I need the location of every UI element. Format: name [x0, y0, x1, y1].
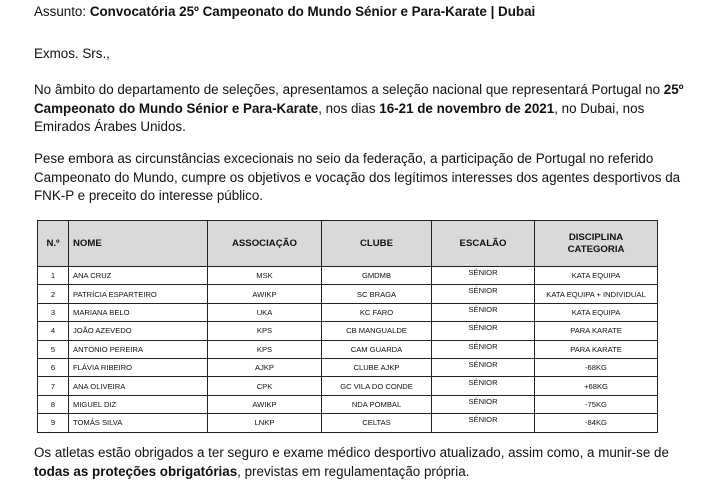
subject-value: Convocatória 25º Campeonato do Mundo Sénior e Para-Karate | Dubai	[89, 4, 536, 19]
cell-club: GMDMB	[322, 267, 432, 285]
cell-name: JOÃO AZEVEDO	[69, 322, 208, 340]
cell-discipline: PARA KARATE	[535, 322, 658, 340]
cell-level: SÉNIOR	[432, 322, 535, 340]
header-num: N.º	[38, 221, 69, 267]
table-row	[38, 267, 658, 285]
cell-discipline: -75KG	[535, 395, 658, 413]
table-row	[38, 322, 658, 340]
cell-level: SÉNIOR	[432, 395, 535, 413]
requirements-emphasis: todas as proteções obrigatórias	[34, 463, 238, 479]
cell-association: KPS	[208, 322, 322, 340]
table-row	[38, 285, 658, 303]
event-dates: 16-21 de novembro de 2021	[379, 100, 555, 116]
intro-text-1: No âmbito do departamento de seleções, apresentamos a seleção nacional que representará Portugal no	[34, 82, 664, 97]
cell-club: CELTAS	[322, 414, 432, 432]
cell-discipline: -84KG	[535, 414, 658, 432]
cell-num: 4	[38, 322, 69, 340]
cell-level: SÉNIOR	[432, 285, 535, 303]
cell-level: SÉNIOR	[432, 377, 535, 395]
cell-name: ANTÓNIO PEREIRA	[69, 340, 208, 358]
cell-club: GC VILA DO CONDE	[322, 377, 432, 395]
cell-name: MIGUEL DIZ	[69, 395, 208, 413]
cell-club: CLUBE AJKP	[322, 358, 432, 376]
context-paragraph: Pese embora as circunstâncias excecionais no seio da federação, a participação de Portugal no referido Campeonato do Mundo, cumpre os objetivos e vocação dos legítimos interesses dos agentes desportivos da FNK-P e preceito do interesse público.	[34, 151, 681, 203]
cell-association: UKA	[208, 303, 322, 321]
cell-club: NDA POMBAL	[322, 395, 432, 413]
header-discipline	[535, 221, 658, 267]
cell-level: SÉNIOR	[432, 267, 535, 285]
cell-association: CPK	[208, 377, 322, 395]
cell-club: KC FARO	[322, 303, 432, 321]
cell-discipline: -68KG	[535, 358, 658, 376]
requirements-text-1: Os atletas estão obrigados a ter seguro e exame médico desportivo atualizado, assim como, a munir-se de	[34, 445, 669, 460]
header-level: ESCALÃO	[432, 221, 535, 267]
cell-discipline: KATA EQUIPA	[535, 267, 658, 285]
cell-club: CAM GUARDA	[322, 340, 432, 358]
cell-level: SÉNIOR	[432, 414, 535, 432]
table-row	[38, 377, 658, 395]
intro-text-3: , no Dubai, nos Emirados Árabes Unidos.	[34, 100, 645, 134]
cell-num: 3	[38, 303, 69, 321]
cell-level: SÉNIOR	[432, 340, 535, 358]
cell-num: 2	[38, 285, 69, 303]
cell-association: LNKP	[208, 414, 322, 432]
cell-num: 1	[38, 267, 69, 285]
cell-name: PATRÍCIA ESPARTEIRO	[69, 285, 208, 303]
athletes-table	[37, 220, 658, 433]
cell-club: CB MANGUALDE	[322, 322, 432, 340]
greeting: Exmos. Srs.,	[34, 46, 110, 61]
cell-name: ANA OLIVEIRA	[69, 377, 208, 395]
cell-num: 6	[38, 358, 69, 376]
cell-name: TOMÁS SILVA	[69, 414, 208, 432]
subject-label: Assunto:	[34, 4, 90, 19]
table-header-row	[38, 221, 658, 267]
cell-level: SÉNIOR	[432, 303, 535, 321]
requirements-paragraph	[34, 444, 694, 481]
cell-association: KPS	[208, 340, 322, 358]
cell-association: AWIKP	[208, 395, 322, 413]
header-discipline-line2: CATEGORIA	[567, 243, 625, 255]
cell-association: MSK	[208, 267, 322, 285]
table-row	[38, 395, 658, 413]
cell-name: FLÁVIA RIBEIRO	[69, 358, 208, 376]
cell-discipline: KATA EQUIPA + INDIVIDUAL	[535, 285, 658, 303]
header-association: ASSOCIAÇÃO	[208, 221, 322, 267]
cell-name: ANA CRUZ	[69, 267, 208, 285]
cell-association: AWIKP	[208, 285, 322, 303]
cell-association: AJKP	[208, 358, 322, 376]
cell-club: SC BRAGA	[322, 285, 432, 303]
header-discipline-line1: DISCIPLINA	[568, 231, 624, 243]
header-club: CLUBE	[322, 221, 432, 267]
subject-line	[34, 3, 694, 22]
cell-level: SÉNIOR	[432, 358, 535, 376]
cell-num: 7	[38, 377, 69, 395]
table-row	[38, 303, 658, 321]
event-name: 25º Campeonato do Mundo Sénior e Para-Karate	[34, 82, 684, 116]
table-row	[38, 414, 658, 432]
table-row	[38, 340, 658, 358]
cell-discipline: +68KG	[535, 377, 658, 395]
table-row	[38, 358, 658, 376]
cell-discipline: PARA KARATE	[535, 340, 658, 358]
cell-num: 9	[38, 414, 69, 432]
intro-paragraph	[34, 81, 694, 137]
intro-text-2: , nos dias	[318, 100, 380, 116]
requirements-text-2: , previstas em regulamentação própria.	[237, 463, 470, 479]
cell-num: 8	[38, 395, 69, 413]
header-name: NOME	[69, 221, 208, 267]
cell-num: 5	[38, 340, 69, 358]
cell-name: MARIANA BELO	[69, 303, 208, 321]
cell-discipline: KATA EQUIPA	[535, 303, 658, 321]
